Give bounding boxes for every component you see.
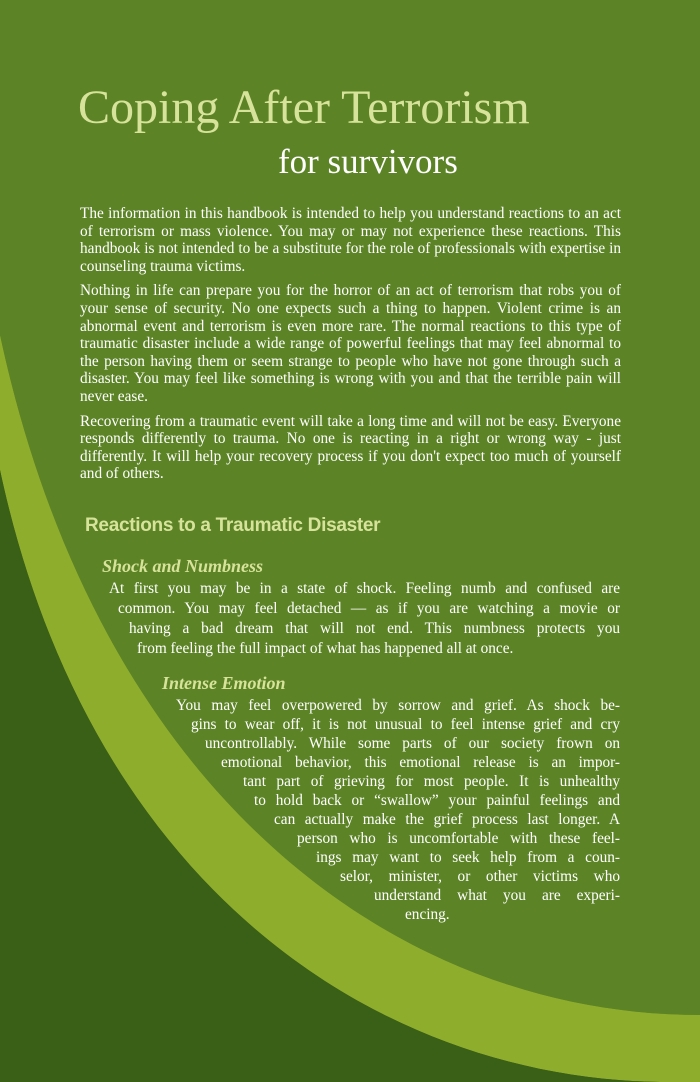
- shock-line: At first you may be in a state of shock. Feeling numb and confused are: [109, 580, 620, 597]
- emotion-line: You may feel overpowered by sorrow and grief. As shock be-: [176, 697, 620, 714]
- emotion-line: understand what you are experi-: [374, 887, 620, 904]
- emotion-line: gins to wear off, it is not unusual to feel intense grief and cry: [191, 716, 620, 733]
- shock-line: having a bad dream that will not end. This numbness protects you: [129, 620, 620, 637]
- page-title: Coping After Terrorism: [78, 81, 530, 134]
- intro-paragraph: The information in this handbook is intended to help you understand reactions to an act of terrorism or mass violence. You may or may not experience these reactions. This handbook is not intended to be a substitute for the role of professionals with expertise in counseling trauma victims.: [80, 205, 621, 275]
- shock-paragraph: [0, 580, 620, 660]
- shock-line: common. You may feel detached — as if you are watching a movie or: [118, 600, 620, 617]
- emotion-line: tant part of grieving for most people. It is unhealthy: [243, 773, 620, 790]
- emotion-line: emotional behavior, this emotional release is an impor-: [221, 754, 620, 771]
- shock-heading: Shock and Numbness: [102, 556, 264, 576]
- emotion-line: to hold back or “swallow” your painful feelings and: [254, 792, 620, 809]
- emotion-line: uncontrollably. While some parts of our society frown on: [205, 735, 620, 752]
- intro-paragraph: Nothing in life can prepare you for the horror of an act of terrorism that robs you of your sense of security. No one expects such a thing to happen. Violent crime is an abnormal event and terrorism is even more rare. The normal reactions to this type of traumatic disaster include a wide range of powerful feelings that may feel abnormal to the person having them or seem strange to people who have not gone through such a disaster. You may feel like something is wrong with you and that the terrible pain will never ease.: [80, 282, 621, 405]
- shock-line: from feeling the full impact of what has happened all at once.: [137, 640, 514, 657]
- emotion-line: encing.: [405, 906, 450, 923]
- emotion-line: person who is uncomfortable with these feel-: [297, 830, 620, 847]
- page-subtitle: for survivors: [278, 142, 458, 181]
- emotion-paragraph: [0, 697, 620, 927]
- emotion-line: ings may want to seek help from a coun-: [316, 849, 620, 866]
- section-heading: Reactions to a Traumatic Disaster: [85, 515, 381, 536]
- intro-paragraph: Recovering from a traumatic event will take a long time and will not be easy. Everyone responds differently to trauma. No one is reacting in a right or wrong way - just differently. It will help your recovery process if you don't expect too much of yourself and of others.: [80, 412, 621, 483]
- emotion-line: selor, minister, or other victims who: [340, 868, 620, 885]
- emotion-line: can actually make the grief process last longer. A: [274, 811, 620, 828]
- intro-section: [80, 205, 621, 490]
- emotion-heading: Intense Emotion: [162, 673, 286, 693]
